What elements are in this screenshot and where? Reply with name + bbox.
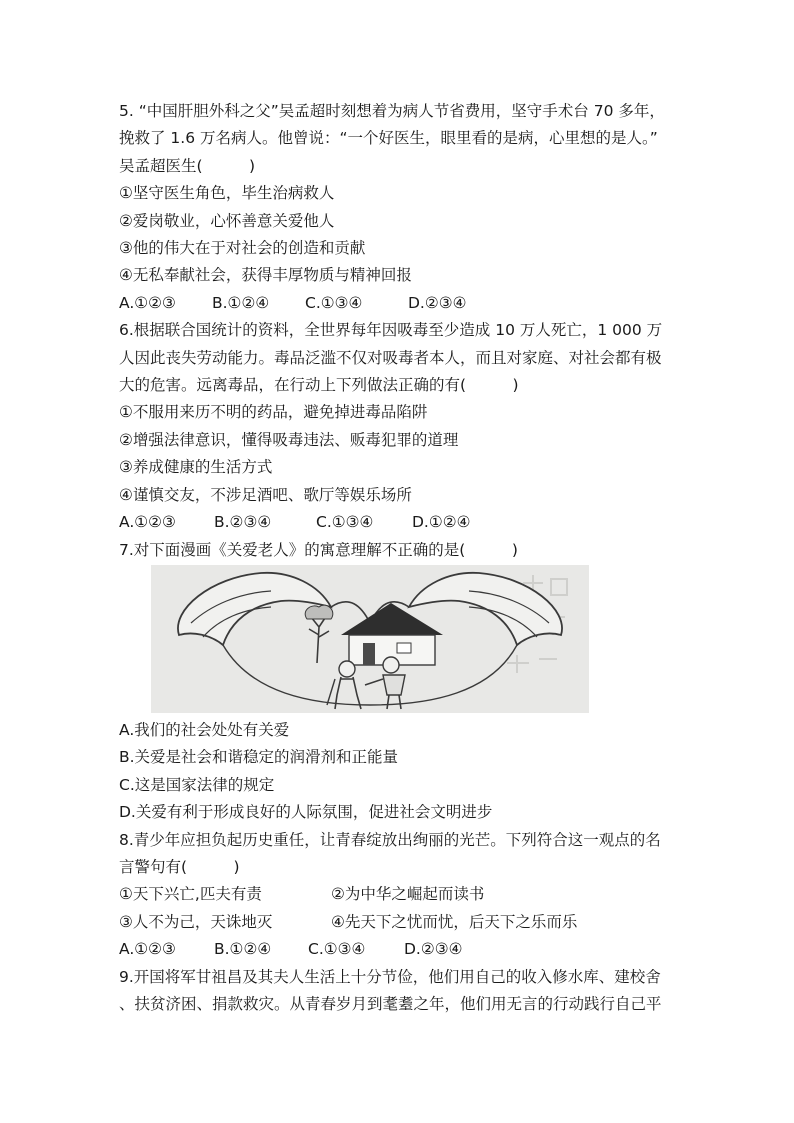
q5-option-b: B.①②④: [212, 293, 270, 312]
q9-stem-line-2: 、扶贫济困、捐款救灾。从青春岁月到耄耋之年，他们用无言的行动践行自己平: [119, 994, 662, 1013]
q8-option-b: B.①②④: [214, 940, 272, 959]
q7-option-d: D.关爱有利于形成良好的人际氛围，促进社会文明进步: [119, 803, 493, 822]
q6-options: [119, 509, 689, 536]
q5-item-3: ③他的伟大在于对社会的创造和贡献: [119, 239, 366, 258]
q6-option-a: A.①②③: [119, 513, 176, 532]
q5-option-a: A.①②③: [119, 293, 176, 312]
q7-option-c: C.这是国家法律的规定: [119, 775, 275, 794]
q6-option-c: C.①③④: [316, 513, 374, 532]
q6-option-d: D.①②④: [412, 513, 471, 532]
q6-item-1: ①不服用来历不明的药品，避免掉进毒品陷阱: [119, 403, 428, 422]
q6-item-4: ④谨慎交友，不涉足酒吧、歌厅等娱乐场所: [119, 485, 412, 504]
q5-stem-line-2: 挽救了 1.6 万名病人。他曾说：“一个好医生，眼里看的是病，心里想的是人。”: [119, 129, 658, 148]
q8-option-c: C.①③④: [308, 940, 366, 959]
q9-stem-line-1: 9.开国将军甘祖昌及其夫人生活上十分节俭，他们用自己的收入修水库、建校舍: [119, 967, 661, 986]
q8-item-3: ③人不为己，天诛地灭: [119, 912, 273, 931]
q5-stem-line-3: 吴孟超医生( ): [119, 156, 256, 175]
q8-item-4: ④先天下之忧而忧，后天下之乐而乐: [331, 912, 578, 931]
q5-options: [119, 290, 689, 317]
question-6: [119, 317, 689, 536]
q8-item-2: ②为中华之崛起而读书: [331, 885, 485, 904]
question-5: [119, 98, 689, 317]
cartoon-image: [151, 565, 589, 713]
q6-option-b: B.②③④: [214, 513, 272, 532]
q8-stem-line-1: 8.青少年应担负起历史重任，让青春绽放出绚丽的光芒。下列符合这一观点的名: [119, 830, 661, 849]
q5-option-d: D.②③④: [408, 293, 467, 312]
q8-items-row-2: [119, 909, 689, 936]
q8-items-row-1: [119, 881, 689, 908]
q5-item-4: ④无私奉献社会，获得丰厚物质与精神回报: [119, 266, 412, 285]
q8-options: [119, 936, 689, 963]
q5-stem-line-1: 5. “中国肝胆外科之父”吴孟超时刻想着为病人节省费用，坚守手术台 70 多年，: [119, 102, 665, 120]
q6-stem-line-3: 大的危害。远离毒品，在行动上下列做法正确的有( ): [119, 376, 519, 395]
q8-stem-line-2: 言警句有( ): [119, 857, 240, 876]
q7-option-a: A.我们的社会处处有关爱: [119, 720, 290, 739]
q6-item-2: ②增强法律意识，懂得吸毒违法、贩毒犯罪的道理: [119, 430, 459, 449]
question-7: [119, 537, 689, 827]
q5-option-c: C.①③④: [305, 293, 363, 312]
q8-item-1: ①天下兴亡,匹夫有责: [119, 885, 262, 904]
q6-stem-line-1: 6.根据联合国统计的资料，全世界每年因吸毒至少造成 10 万人死亡，1 000 万: [119, 321, 663, 340]
q7-option-b: B.关爱是社会和谐稳定的润滑剂和正能量: [119, 748, 399, 767]
question-9: [119, 964, 689, 1019]
cartoon-caring-elders-illustration: [151, 565, 589, 713]
q7-stem-line-1: 7.对下面漫画《关爱老人》的寓意理解不正确的是( ): [119, 540, 518, 559]
q5-item-1: ①坚守医生角色，毕生治病救人: [119, 184, 335, 203]
q6-item-3: ③养成健康的生活方式: [119, 458, 273, 477]
q8-option-d: D.②③④: [404, 940, 463, 959]
q8-option-a: A.①②③: [119, 940, 176, 959]
q5-item-2: ②爱岗敬业，心怀善意关爱他人: [119, 211, 335, 230]
question-8: [119, 827, 689, 964]
q6-stem-line-2: 人因此丧失劳动能力。毒品泛滥不仅对吸毒者本人，而且对家庭、对社会都有极: [119, 348, 662, 367]
question-list: [119, 98, 689, 1018]
